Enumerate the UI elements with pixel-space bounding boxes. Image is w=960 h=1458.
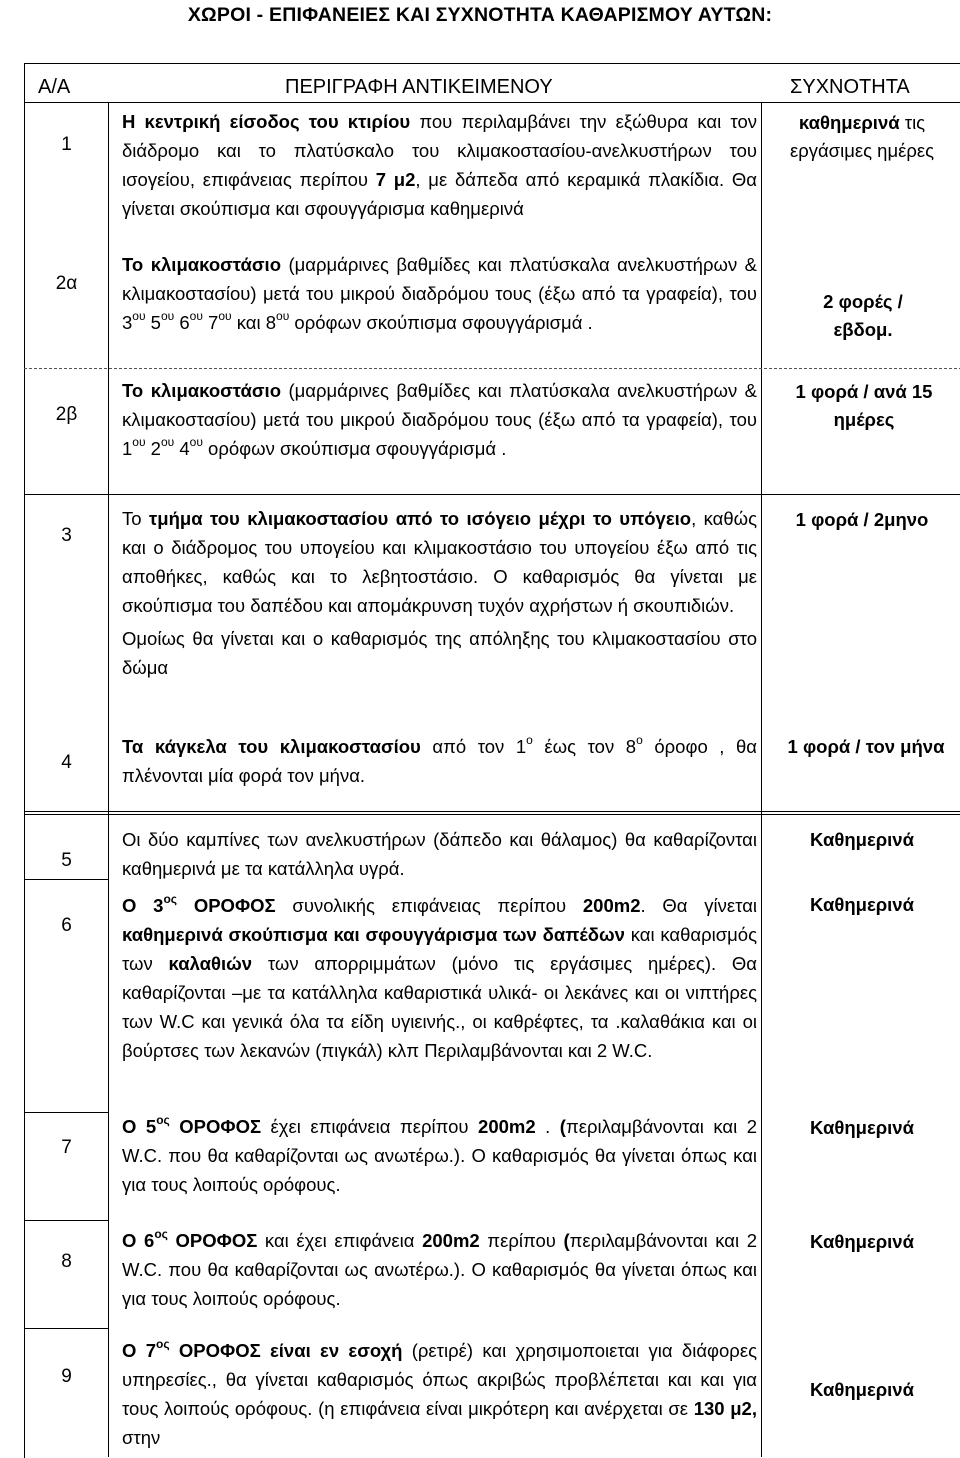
- row-description: Οι δύο καμπίνες των ανελκυστήρων (δάπεδο και θάλαμος) θα καθαρίζονται καθημερινά με τα κατάλληλα υγρά.: [122, 829, 757, 879]
- row-number: 9: [61, 1366, 72, 1387]
- ordinal-sup: ου: [189, 435, 203, 449]
- ordinal-sup: ος: [156, 1337, 170, 1351]
- ordinal-sup: ος: [154, 1227, 168, 1241]
- desc-text: , καθώς και ο διάδρομος του υπογείου και κλιμακοστάσιο του υπογείου έξω από τις αποθήκες, καθώς και το λεβητοστάσιο. Ο καθαρισμός θα γίνεται με σκούπισμα του δαπέδου και απομάκρυνση τυχόν αχρήστων ή σκουπιδιών.: [122, 508, 757, 616]
- row-description: [122, 1112, 757, 1199]
- desc-bold: καλαθιών: [168, 953, 253, 974]
- ordinal-sup: ο: [526, 733, 533, 747]
- desc-text: 6: [174, 312, 190, 333]
- row-description: [122, 1226, 757, 1313]
- desc-text: και 8: [231, 312, 277, 333]
- desc-text: 2: [145, 438, 161, 459]
- header-bottom-border: [24, 102, 960, 103]
- desc-text: στην: [122, 1427, 161, 1448]
- header-desc: ΠΕΡΙΓΡΑΦΗ ΑΝΤΙΚΕΙΜΕΝΟΥ: [285, 76, 553, 98]
- desc-text: 7: [202, 312, 219, 333]
- row-separator-5: [24, 814, 960, 815]
- header-num: Α/Α: [38, 76, 71, 98]
- ordinal-sup: ου: [189, 309, 203, 323]
- desc-bold: Ο 5: [122, 1116, 157, 1137]
- desc-text: έχει επιφάνεια περίπου: [261, 1116, 479, 1137]
- row-separator-4: [24, 811, 960, 812]
- desc-text: ορόφων σκούπισμα σφουγγάρισμά .: [202, 438, 507, 459]
- desc-bold: ΟΡΟΦΟΣ είναι εν εσοχή: [169, 1340, 403, 1361]
- row-frequency: Καθημερινά: [810, 829, 914, 850]
- desc-text: (μαρμάρινες βαθμίδες και πλατύσκαλα ανελκυστήρων & κλιμακοστασίου) μετά του μικρού διαδρόμου τους (έξω από τα γραφεία), του 1: [122, 380, 758, 459]
- ordinal-sup: ος: [163, 892, 178, 906]
- desc-bold: καθημερινά σκούπισμα και σφουγγάρισμα των δαπέδων: [122, 924, 625, 945]
- ordinal-sup: ου: [132, 435, 146, 449]
- row-description: [122, 891, 757, 1065]
- row-separator-2b: [24, 494, 960, 495]
- row-separator-7: [24, 1220, 109, 1221]
- desc-bold: ΟΡΟΦΟΣ: [169, 1116, 262, 1137]
- freq-bold: καθημερινά: [798, 112, 900, 133]
- page-title: ΧΩΡΟΙ - ΕΠΙΦΑΝΕΙΕΣ ΚΑΙ ΣΥΧΝΟΤΗΤΑ ΚΑΘΑΡΙΣΜΟΥ ΑΥΤΩΝ:: [187, 4, 773, 26]
- desc-text: Το: [122, 508, 149, 529]
- ordinal-sup: ου: [160, 435, 175, 449]
- row-separator-8: [24, 1328, 109, 1329]
- ordinal-sup: ο: [636, 733, 643, 747]
- row-frequency: 1 φορά / τον μήνα: [787, 736, 945, 757]
- desc-bold: 200m2: [582, 895, 641, 916]
- freq-text: τις εργάσιμες ημέρες: [789, 112, 935, 161]
- row-frequency: Καθημερινά: [810, 1117, 914, 1138]
- ordinal-sup: ου: [218, 309, 232, 323]
- row-frequency: 1 φορά / 2μηνο: [795, 509, 929, 530]
- ordinal-sup: ου: [132, 309, 146, 323]
- desc-bold: Το κλιμακοστάσιο: [122, 380, 282, 401]
- row-number: 3: [61, 525, 72, 546]
- desc-text: . Θα γίνεται: [640, 895, 757, 916]
- desc-text: 4: [174, 438, 190, 459]
- row-description: [122, 732, 757, 790]
- row-description: [122, 107, 757, 223]
- row-frequency: Καθημερινά: [810, 1231, 914, 1252]
- row-number: 2β: [55, 404, 78, 425]
- row-separator-2a: [24, 368, 960, 369]
- row-separator-5b: [24, 879, 109, 880]
- desc-bold: Η κεντρική είσοδος του κτιρίου: [122, 111, 411, 132]
- row-frequency: Καθημερινά: [810, 894, 914, 915]
- ordinal-sup: ου: [276, 309, 290, 323]
- desc-bold: Τα κάγκελα του κλιμακοστασίου: [122, 736, 421, 757]
- desc-col-divider: [761, 102, 762, 1457]
- desc-text: (μαρμάρινες βαθμίδες και πλατύσκαλα ανελκυστήρων & κλιμακοστασίου) μετά του μικρού διαδρόμου τους (έξω από τα γραφεία), του 3: [122, 254, 758, 333]
- row-number: 8: [61, 1251, 72, 1272]
- desc-text: .: [535, 1116, 560, 1137]
- desc-bold: Ο 6: [122, 1230, 155, 1251]
- desc-text: και καθαρισμός των: [122, 924, 757, 974]
- desc-bold: 130 μ2,: [693, 1398, 757, 1419]
- row-description: [122, 1336, 757, 1452]
- desc-bold: Ο 7: [122, 1340, 156, 1361]
- row-number: 2α: [55, 273, 78, 294]
- row-description: [122, 250, 757, 337]
- desc-bold: ΟΡΟΦΟΣ: [177, 895, 276, 916]
- desc-bold: (: [563, 1230, 570, 1251]
- row-number: 7: [61, 1137, 72, 1158]
- desc-bold: 200m2: [478, 1116, 536, 1137]
- desc-text: περίπου: [479, 1230, 564, 1251]
- row-number: 6: [61, 915, 72, 936]
- desc-bold: Το κλιμακοστάσιο: [122, 254, 282, 275]
- row-frequency: [764, 109, 960, 165]
- desc-text: (ρετιρέ) και χρησιμοποιεται για διάφορες υπηρεσίες., θα γίνεται καθαρισμός όπως ακριβώς προβλέπεται και και για τους λοιπούς ορόφους. (η επιφάνεια είναι μικρότερη και ανέρχεται σε: [122, 1340, 757, 1419]
- row-frequency: 1 φορά / ανά 15 ημέρες: [795, 381, 933, 430]
- desc-text: και έχει επιφάνεια: [257, 1230, 423, 1251]
- desc-text: έως τον 8: [532, 736, 637, 757]
- desc-text: ορόφων σκούπισμα σφουγγάρισμά .: [289, 312, 593, 333]
- desc-text: από τον 1: [420, 736, 527, 757]
- desc-bold: Ο 3: [122, 895, 164, 916]
- ordinal-sup: ος: [156, 1113, 170, 1127]
- desc-text: των απορριμμάτων (μόνο τις εργάσιμες ημέρες). Θα καθαρίζονται –με τα κατάλληλα καθαριστικά υλικά- οι λεκάνες και οι νιπτήρες των W.C και γενικά όλα τα είδη υγιεινής., οι καθρέφτες, τα .καλαθάκια και οι βούρτσες των λεκανών (πιγκάλ) κλπ Περιλαμβάνονται και 2 W.C.: [122, 953, 757, 1061]
- header-freq: ΣΥΧΝΟΤΗΤΑ: [790, 76, 910, 98]
- desc-text: , με δάπεδα από κεραμικά πλακίδια. Θα γίνεται σκούπισμα και σφουγγάρισμα καθημερινά: [122, 169, 757, 219]
- desc-text: περιλαμβάνονται και 2 W.C. που θα καθαρίζονται ως ανωτέρω.). Ο καθαρισμός θα γίνεται όπως και για τους λοιπούς ορόφους.: [122, 1230, 757, 1309]
- desc-paragraph: Ομοίως θα γίνεται και ο καθαρισμός της απόληξης του κλιμακοστασίου στο δώμα: [122, 628, 757, 678]
- desc-bold: ΟΡΟΦΟΣ: [167, 1230, 258, 1251]
- row-frequency: Καθημερινά: [810, 1379, 914, 1400]
- row-description: [122, 504, 757, 682]
- desc-text: όροφο , θα πλένονται μία φορά τον μήνα.: [122, 736, 758, 786]
- desc-bold: 7 μ2: [375, 169, 416, 190]
- row-frequency: 2 φορές / εβδομ.: [823, 291, 903, 340]
- row-description: [122, 376, 757, 463]
- desc-paragraph: [122, 504, 757, 620]
- desc-text: περιλαμβάνονται και 2 W.C. που θα καθαρίζονται ως ανωτέρω.). Ο καθαρισμός θα γίνεται όπως και για τους λοιπούς ορόφους.: [122, 1116, 758, 1195]
- table-top-border: [24, 63, 960, 64]
- desc-bold: 200m2: [422, 1230, 480, 1251]
- desc-bold: τμήμα του κλιμακοστασίου από το ισόγειο μέχρι το υπόγειο: [149, 508, 692, 529]
- row-separator-6: [24, 1112, 109, 1113]
- row-number: 5: [61, 850, 72, 871]
- row-number: 1: [61, 134, 72, 155]
- row-number: 4: [61, 752, 72, 773]
- desc-text: που περιλαμβάνει την εξώθυρα και τον διάδρομο και το πλατύσκαλο του κλιμακοστασίου-ανελκυστήρων του ισογείου, επιφάνειας περίπου: [122, 111, 757, 190]
- desc-bold: (: [559, 1116, 566, 1137]
- desc-text: 5: [145, 312, 161, 333]
- desc-text: συνολικής επιφάνειας περίπου: [275, 895, 583, 916]
- ordinal-sup: ου: [160, 309, 175, 323]
